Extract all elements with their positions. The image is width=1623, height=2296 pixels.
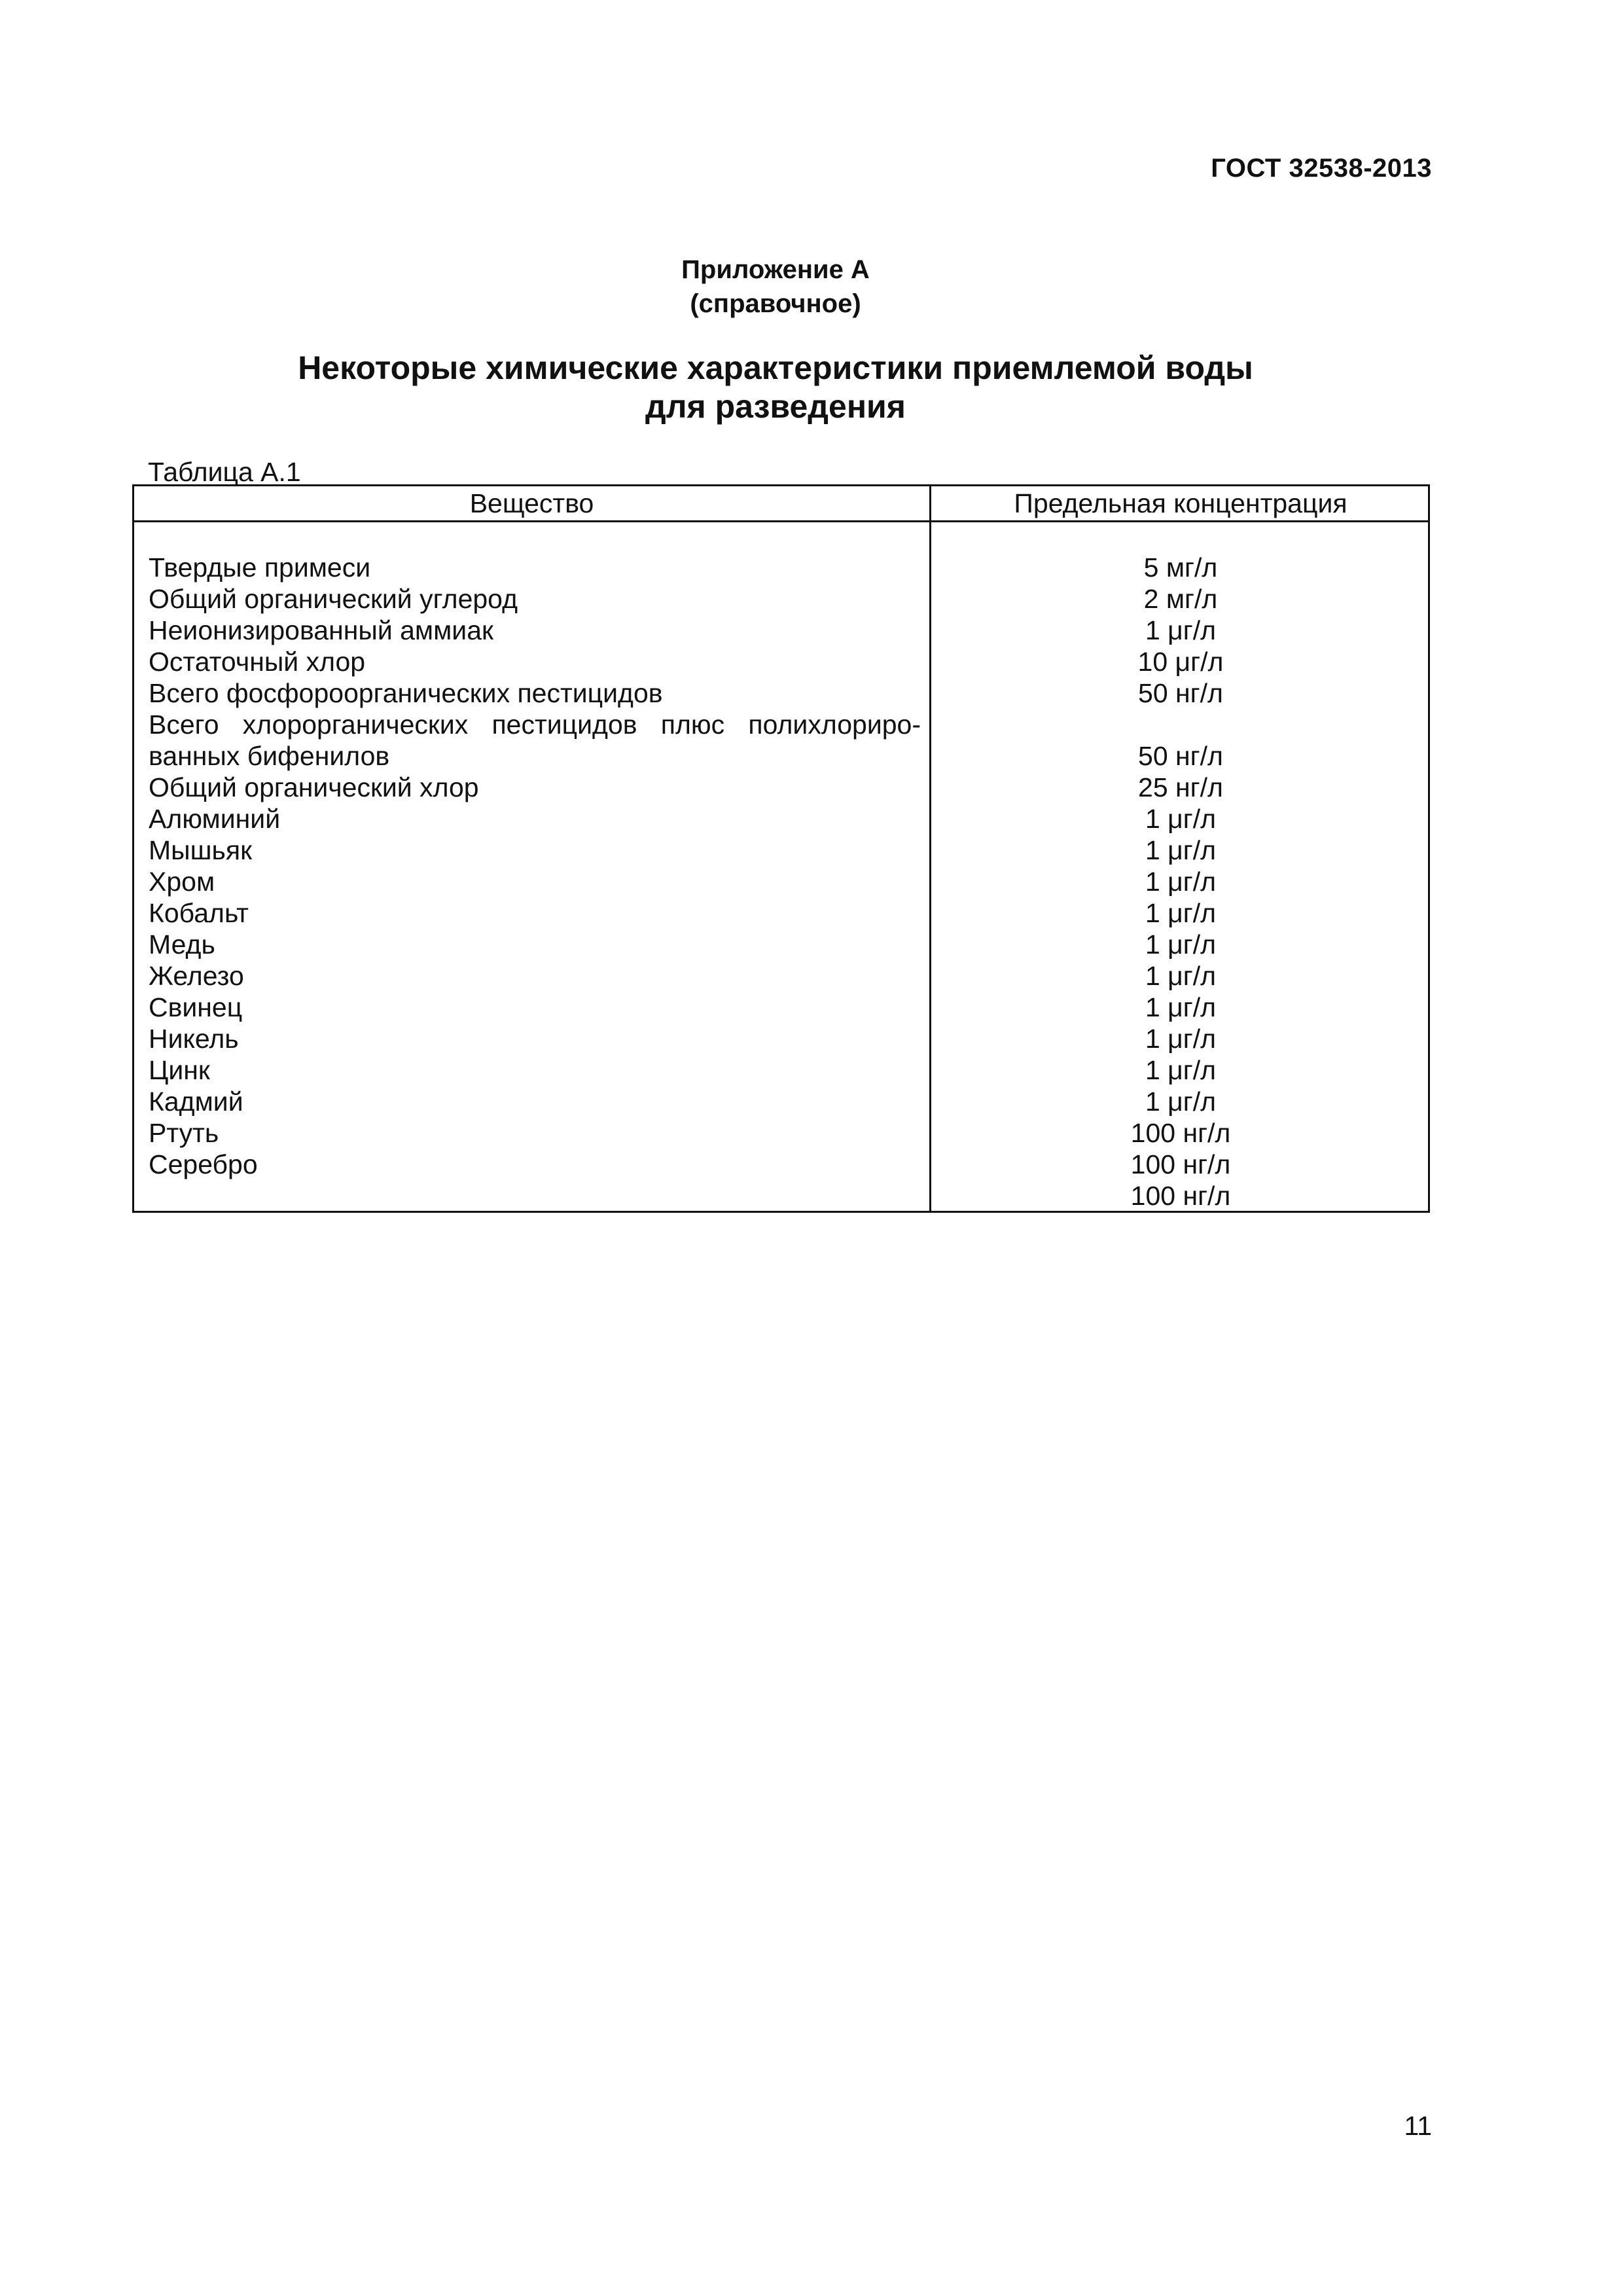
substance-cell: Всего хлорорганических пестицидов плюс полихлориро- [149, 709, 921, 740]
limit-cell: 100 нг/л [1130, 1181, 1231, 1211]
substance-cell: Цинк [149, 1055, 210, 1085]
substance-cell: Железо [149, 961, 244, 991]
limit-cell [931, 709, 1430, 740]
limit-cell: 2 мг/л [1143, 584, 1218, 614]
limit-cell: 1 μг/л [1145, 835, 1217, 865]
limit-cell: 50 нг/л [1138, 741, 1223, 771]
limit-cell: 1 μг/л [1145, 1024, 1217, 1054]
limit-cell: 1 μг/л [1145, 1055, 1217, 1085]
substance-cell: Мышьяк [149, 835, 253, 865]
substance-cell: Общий органический хлор [149, 772, 479, 802]
section-title-line-2: для разведения [645, 388, 906, 425]
substance-cell: Кобальт [149, 898, 249, 928]
column-header-substance: Вещество [469, 488, 594, 518]
limit-cell: 1 μг/л [1145, 961, 1217, 991]
substance-cell: Серебро [149, 1149, 258, 1179]
column-header-limit: Предельная концентрация [1014, 488, 1347, 518]
limit-cell: 1 μг/л [1145, 1086, 1217, 1117]
substance-cell: Ртуть [149, 1118, 219, 1148]
limit-column [931, 552, 1430, 1211]
limit-cell: 1 μг/л [1145, 867, 1217, 897]
substance-cell: Общий органический углерод [149, 584, 518, 614]
substance-cell: Всего фосфороорганических пестицидов [149, 678, 663, 708]
limit-cell: 100 нг/л [1130, 1118, 1231, 1148]
appendix-label: Приложение А [681, 255, 870, 284]
document-code: ГОСТ 32538-2013 [1211, 154, 1432, 183]
header-divider [134, 520, 1428, 522]
limit-cell: 5 мг/л [1143, 552, 1218, 583]
appendix-type: (справочное) [690, 289, 861, 318]
limit-cell: 50 нг/л [1138, 678, 1223, 708]
substance-cell: Кадмий [149, 1086, 243, 1117]
limit-cell: 1 μг/л [1145, 615, 1217, 645]
substance-cell: Свинец [149, 992, 243, 1022]
limit-cell: 10 μг/л [1137, 647, 1224, 677]
substance-cell: Хром [149, 867, 215, 897]
section-title-line-1: Некоторые химические характеристики приемлемой воды [298, 350, 1253, 386]
concentration-table [132, 484, 1430, 1213]
limit-cell: 1 μг/л [1145, 929, 1217, 960]
substance-cell: Остаточный хлор [149, 647, 366, 677]
substance-cell: Никель [149, 1024, 239, 1054]
page-number: 11 [1404, 2111, 1432, 2141]
limit-cell: 1 μг/л [1145, 898, 1217, 928]
substance-cell: Алюминий [149, 804, 281, 834]
substance-cell: ванных бифенилов [149, 741, 390, 771]
limit-cell: 1 μг/л [1145, 992, 1217, 1022]
substance-column [149, 552, 921, 1180]
limit-cell: 100 нг/л [1130, 1149, 1231, 1179]
substance-cell: Неионизированный аммиак [149, 615, 493, 645]
limit-cell: 25 нг/л [1138, 772, 1223, 802]
substance-cell: Твердые примеси [149, 552, 371, 583]
table-caption: Таблица А.1 [148, 457, 301, 487]
limit-cell: 1 μг/л [1145, 804, 1217, 834]
substance-cell: Медь [149, 929, 215, 960]
